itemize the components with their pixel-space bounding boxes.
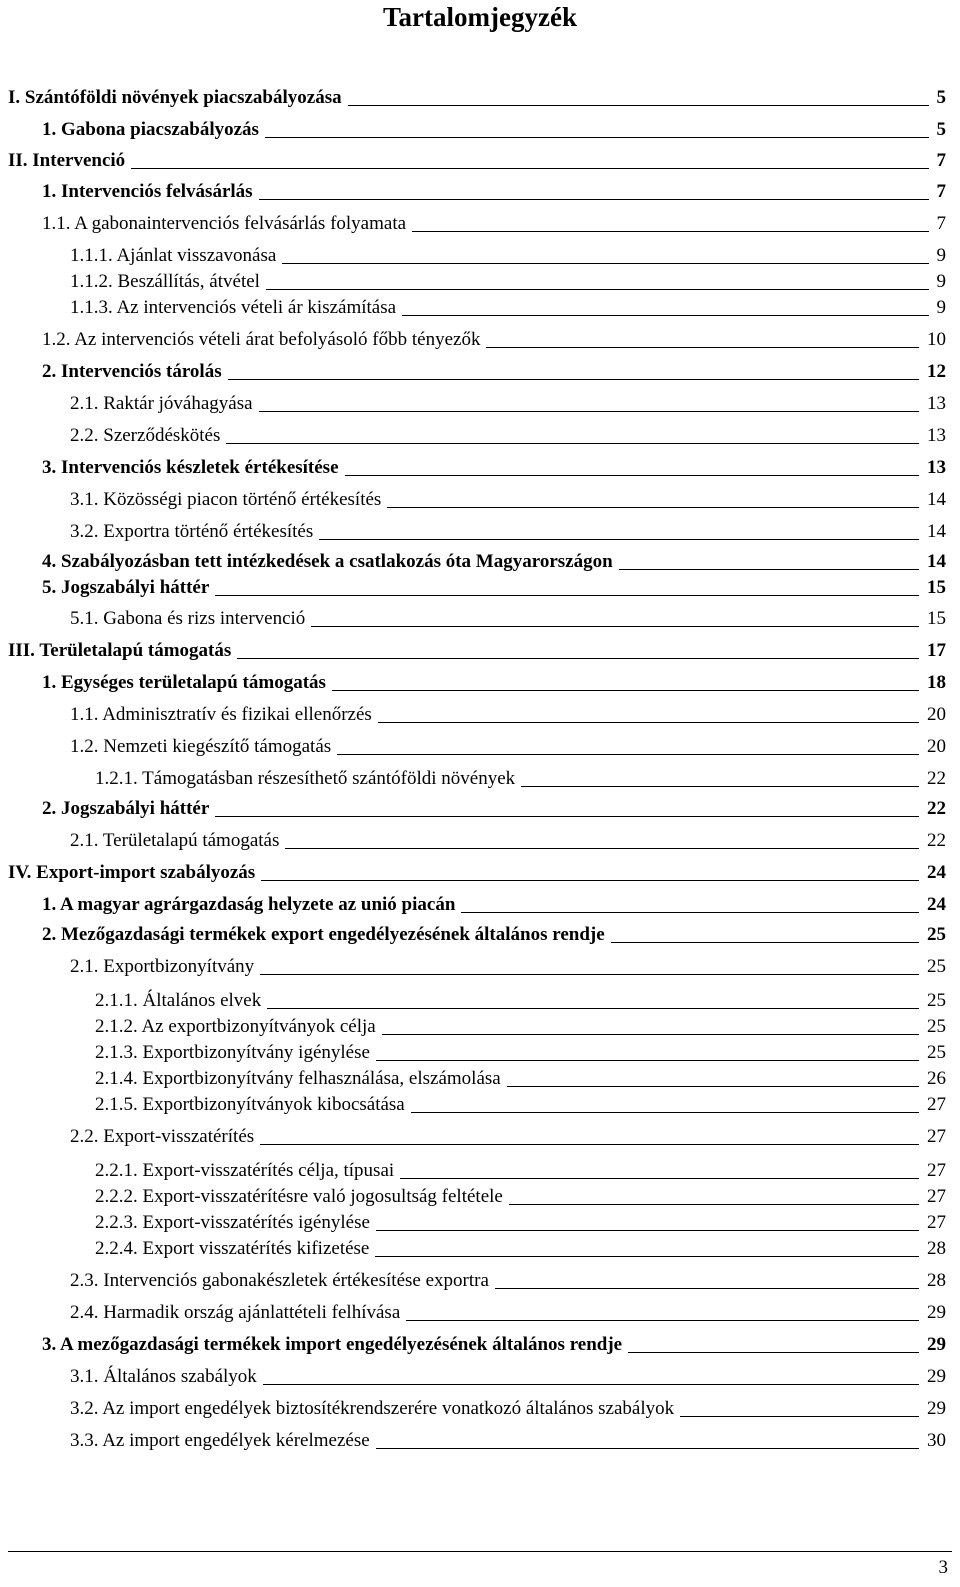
toc-entry-label: 2.1. Területalapú támogatás (70, 830, 280, 851)
toc-leader-line (378, 722, 919, 723)
toc-entry-page: 26 (927, 1068, 946, 1089)
toc-entry[interactable] (95, 768, 946, 794)
toc-entry-page: 7 (936, 181, 946, 202)
toc-entry[interactable] (70, 489, 946, 515)
toc-leader-line (226, 443, 919, 444)
toc-entry-label: 2.1.1. Általános elvek (95, 990, 262, 1011)
toc-entry-page: 28 (927, 1270, 946, 1291)
toc-entry-label: 2.1. Exportbizonyítvány (70, 956, 255, 977)
toc-entry[interactable] (42, 551, 946, 577)
toc-entry-page: 15 (927, 577, 946, 598)
toc-entry-label: 2.1.5. Exportbizonyítványok kibocsátása (95, 1094, 405, 1115)
toc-entry[interactable] (95, 1042, 946, 1068)
toc-leader-line (412, 231, 928, 232)
toc-entry-label: 1.2.1. Támogatásban részesíthető szántóföldi növények (95, 768, 516, 789)
toc-leader-line (131, 168, 928, 169)
toc-entry[interactable] (8, 640, 946, 666)
toc-entry-label: IV. Export-import szabályozás (8, 862, 256, 883)
toc-entry-page: 27 (927, 1126, 946, 1147)
toc-entry[interactable] (70, 830, 946, 856)
toc-entry-page: 5 (936, 87, 946, 108)
toc-leader-line (266, 289, 929, 290)
toc-entry-label: 2.1.4. Exportbizonyítvány felhasználása, elszámolása (95, 1068, 501, 1089)
toc-entry[interactable] (70, 704, 946, 730)
footer-page-number: 3 (938, 1557, 948, 1578)
toc-leader-line (337, 754, 919, 755)
toc-leader-line (228, 379, 919, 380)
toc-entry-page: 29 (927, 1302, 946, 1323)
toc-entry[interactable] (8, 862, 946, 888)
toc-entry-page: 20 (927, 704, 946, 725)
toc-leader-line (285, 848, 919, 849)
toc-entry-label: 2.1.2. Az exportbizonyítványok célja (95, 1016, 376, 1037)
toc-entry-label: 1. Gabona piacszabályozás (42, 119, 259, 140)
toc-entry[interactable] (70, 1302, 946, 1328)
toc-leader-line (387, 507, 919, 508)
toc-entry-page: 9 (936, 271, 946, 292)
toc-entry-label: 3.2. Az import engedélyek biztosítékrendszerére vonatkozó általános szabályok (70, 1398, 675, 1419)
toc-entry[interactable] (42, 924, 946, 950)
toc-leader-line (237, 658, 919, 659)
toc-entry-page: 14 (927, 551, 946, 572)
toc-entry-label: 2.2. Szerződéskötés (70, 425, 221, 446)
toc-entry[interactable] (95, 1068, 946, 1094)
toc-entry-page: 13 (927, 425, 946, 446)
toc-entry-label: 3.2. Exportra történő értékesítés (70, 521, 314, 542)
toc-leader-line (486, 347, 919, 348)
toc-leader-line (332, 690, 919, 691)
toc-entry-label: II. Intervenció (8, 150, 126, 171)
toc-leader-line (259, 199, 929, 200)
toc-entry-label: 2.2.4. Export visszatérítés kifizetése (95, 1238, 370, 1259)
toc-entry-label: 1. A magyar agrárgazdaság helyzete az unió piacán (42, 894, 456, 915)
toc-entry-page: 14 (927, 521, 946, 542)
toc-entry-label: 2. Mezőgazdasági termékek export engedélyezésének általános rendje (42, 924, 605, 945)
toc-leader-line (521, 786, 919, 787)
toc-leader-line (680, 1416, 919, 1417)
toc-leader-line (282, 263, 928, 264)
toc-entry-page: 9 (936, 245, 946, 266)
toc-leader-line (260, 974, 919, 975)
toc-entry-page: 12 (927, 361, 946, 382)
toc-leader-line (400, 1178, 919, 1179)
toc-leader-line (263, 1384, 919, 1385)
toc-entry-label: 2. Intervenciós tárolás (42, 361, 222, 382)
toc-leader-line (267, 1008, 919, 1009)
toc-entry[interactable] (70, 1366, 946, 1392)
toc-entry-page: 25 (927, 1042, 946, 1063)
toc-entry-label: 1. Intervenciós felvásárlás (42, 181, 253, 202)
toc-entry[interactable] (70, 736, 946, 762)
toc-entry[interactable] (42, 181, 946, 207)
toc-entry[interactable] (42, 457, 946, 483)
toc-leader-line (345, 475, 919, 476)
toc-leader-line (461, 912, 919, 913)
toc-entry-label: 1.2. Az intervenciós vételi árat befolyásoló főbb tényezők (42, 329, 481, 350)
page-title: Tartalomjegyzék (383, 2, 577, 32)
toc-entry-page: 10 (927, 329, 946, 350)
toc-entry[interactable] (70, 297, 946, 323)
toc-entry-label: 2.3. Intervenciós gabonakészletek értékesítése exportra (70, 1270, 489, 1291)
toc-entry-page: 27 (927, 1212, 946, 1233)
toc-entry-label: 3.3. Az import engedélyek kérelmezése (70, 1430, 370, 1451)
toc-entry-page: 5 (936, 119, 946, 140)
toc-leader-line (375, 1256, 919, 1257)
toc-entry-page: 25 (927, 924, 946, 945)
toc-entry[interactable] (8, 150, 946, 176)
toc-entry-page: 24 (927, 894, 946, 915)
toc-entry[interactable] (95, 1016, 946, 1042)
toc-entry-label: 3. Intervenciós készletek értékesítése (42, 457, 339, 478)
toc-entry-page: 20 (927, 736, 946, 757)
toc-entry-page: 17 (927, 640, 946, 661)
toc-entry-page: 29 (927, 1334, 946, 1355)
toc-entry[interactable] (70, 608, 946, 634)
toc-entry[interactable] (70, 956, 946, 982)
toc-leader-line (348, 105, 929, 106)
toc-entry[interactable] (70, 393, 946, 419)
toc-entry[interactable] (70, 245, 946, 271)
toc-entry-label: 5. Jogszabályi háttér (42, 577, 210, 598)
toc-entry[interactable] (95, 1160, 946, 1186)
toc-entry-page: 25 (927, 956, 946, 977)
toc-entry-page: 14 (927, 489, 946, 510)
toc-entry-page: 22 (927, 798, 946, 819)
toc-entry-label: 1.1. A gabonaintervenciós felvásárlás folyamata (42, 213, 407, 234)
toc-entry[interactable] (95, 1212, 946, 1238)
toc-entry[interactable] (42, 672, 946, 698)
toc-entry-label: 1.1.1. Ajánlat visszavonása (70, 245, 277, 266)
toc-leader-line (507, 1086, 919, 1087)
toc-entry[interactable] (42, 894, 946, 920)
toc-entry[interactable] (95, 1186, 946, 1212)
toc-entry[interactable] (70, 1126, 946, 1152)
toc-entry-label: 3.1. Közösségi piacon történő értékesítés (70, 489, 382, 510)
toc-leader-line (259, 411, 919, 412)
toc-entry-page: 7 (936, 150, 946, 171)
toc-entry[interactable] (42, 213, 946, 239)
toc-entry[interactable] (70, 1398, 946, 1424)
toc-entry[interactable] (95, 1094, 946, 1120)
toc-entry-label: 2.2. Export-visszatérítés (70, 1126, 255, 1147)
toc-entry[interactable] (70, 425, 946, 451)
toc-entry-label: 1. Egységes területalapú támogatás (42, 672, 326, 693)
toc-entry[interactable] (42, 361, 946, 387)
toc-leader-line (311, 626, 919, 627)
toc-leader-line (376, 1448, 919, 1449)
toc-entry-page: 13 (927, 457, 946, 478)
toc-entry-label: 1.1.2. Beszállítás, átvétel (70, 271, 260, 292)
toc-leader-line (406, 1320, 919, 1321)
toc-leader-line (402, 315, 928, 316)
toc-leader-line (215, 816, 919, 817)
toc-entry-label: 2.2.3. Export-visszatérítés igénylése (95, 1212, 370, 1233)
toc-entry-page: 28 (927, 1238, 946, 1259)
toc-entry-label: I. Szántóföldi növények piacszabályozása (8, 87, 342, 108)
toc-entry-page: 13 (927, 393, 946, 414)
toc-entry-label: 2.1.3. Exportbizonyítvány igénylése (95, 1042, 370, 1063)
toc-entry-label: III. Területalapú támogatás (8, 640, 232, 661)
toc-leader-line (509, 1204, 919, 1205)
toc-entry[interactable] (42, 119, 946, 145)
toc-entry-label: 1.1.3. Az intervenciós vételi ár kiszámítása (70, 297, 397, 318)
toc-entry[interactable] (70, 1430, 946, 1456)
toc-entry-page: 25 (927, 1016, 946, 1037)
toc-entry-page: 18 (927, 672, 946, 693)
toc-leader-line (495, 1288, 919, 1289)
toc-entry-page: 24 (927, 862, 946, 883)
toc-leader-line (260, 1144, 919, 1145)
toc-entry[interactable] (42, 577, 946, 603)
toc-entry-page: 27 (927, 1186, 946, 1207)
toc-leader-line (611, 942, 919, 943)
toc-entry-label: 4. Szabályozásban tett intézkedések a csatlakozás óta Magyarországon (42, 551, 613, 572)
toc-entry-page: 29 (927, 1366, 946, 1387)
toc-entry-label: 2. Jogszabályi háttér (42, 798, 210, 819)
toc-leader-line (319, 539, 919, 540)
toc-leader-line (261, 880, 919, 881)
toc-entry[interactable] (42, 329, 946, 355)
toc-entry[interactable] (70, 1270, 946, 1296)
toc-entry-page: 9 (936, 297, 946, 318)
toc-entry-label: 2.1. Raktár jóváhagyása (70, 393, 253, 414)
toc-leader-line (265, 137, 929, 138)
toc-entry-page: 30 (927, 1430, 946, 1451)
toc-leader-line (376, 1060, 919, 1061)
footer-divider (8, 1551, 952, 1552)
toc-entry-label: 2.2.1. Export-visszatérítés célja, típusai (95, 1160, 395, 1181)
toc-entry-label: 1.2. Nemzeti kiegészítő támogatás (70, 736, 332, 757)
toc-entry[interactable] (8, 87, 946, 113)
toc-entry-page: 22 (927, 768, 946, 789)
toc-leader-line (382, 1034, 919, 1035)
toc-entry-label: 3.1. Általános szabályok (70, 1366, 257, 1387)
toc-entry[interactable] (95, 1238, 946, 1264)
toc-entry[interactable] (70, 521, 946, 547)
toc-entry[interactable] (42, 798, 946, 824)
toc-entry-label: 5.1. Gabona és rizs intervenció (70, 608, 306, 629)
toc-entry[interactable] (70, 271, 946, 297)
toc-entry-page: 27 (927, 1160, 946, 1181)
toc-leader-line (411, 1112, 919, 1113)
toc-entry-label: 2.4. Harmadik ország ajánlattételi felhívása (70, 1302, 401, 1323)
toc-entry-page: 22 (927, 830, 946, 851)
toc-leader-line (215, 595, 919, 596)
toc-entry-label: 2.2.2. Export-visszatérítésre való jogosultság feltétele (95, 1186, 503, 1207)
toc-entry[interactable] (95, 990, 946, 1016)
toc-entry-page: 29 (927, 1398, 946, 1419)
toc-entry-page: 25 (927, 990, 946, 1011)
toc-leader-line (619, 569, 919, 570)
toc-entry[interactable] (42, 1334, 946, 1360)
toc-entry-page: 7 (936, 213, 946, 234)
toc-leader-line (376, 1230, 919, 1231)
toc-leader-line (628, 1352, 919, 1353)
toc-entry-label: 3. A mezőgazdasági termékek import engedélyezésének általános rendje (42, 1334, 623, 1355)
toc-entry-label: 1.1. Adminisztratív és fizikai ellenőrzés (70, 704, 372, 725)
toc-entry-page: 27 (927, 1094, 946, 1115)
toc-entry-page: 15 (927, 608, 946, 629)
